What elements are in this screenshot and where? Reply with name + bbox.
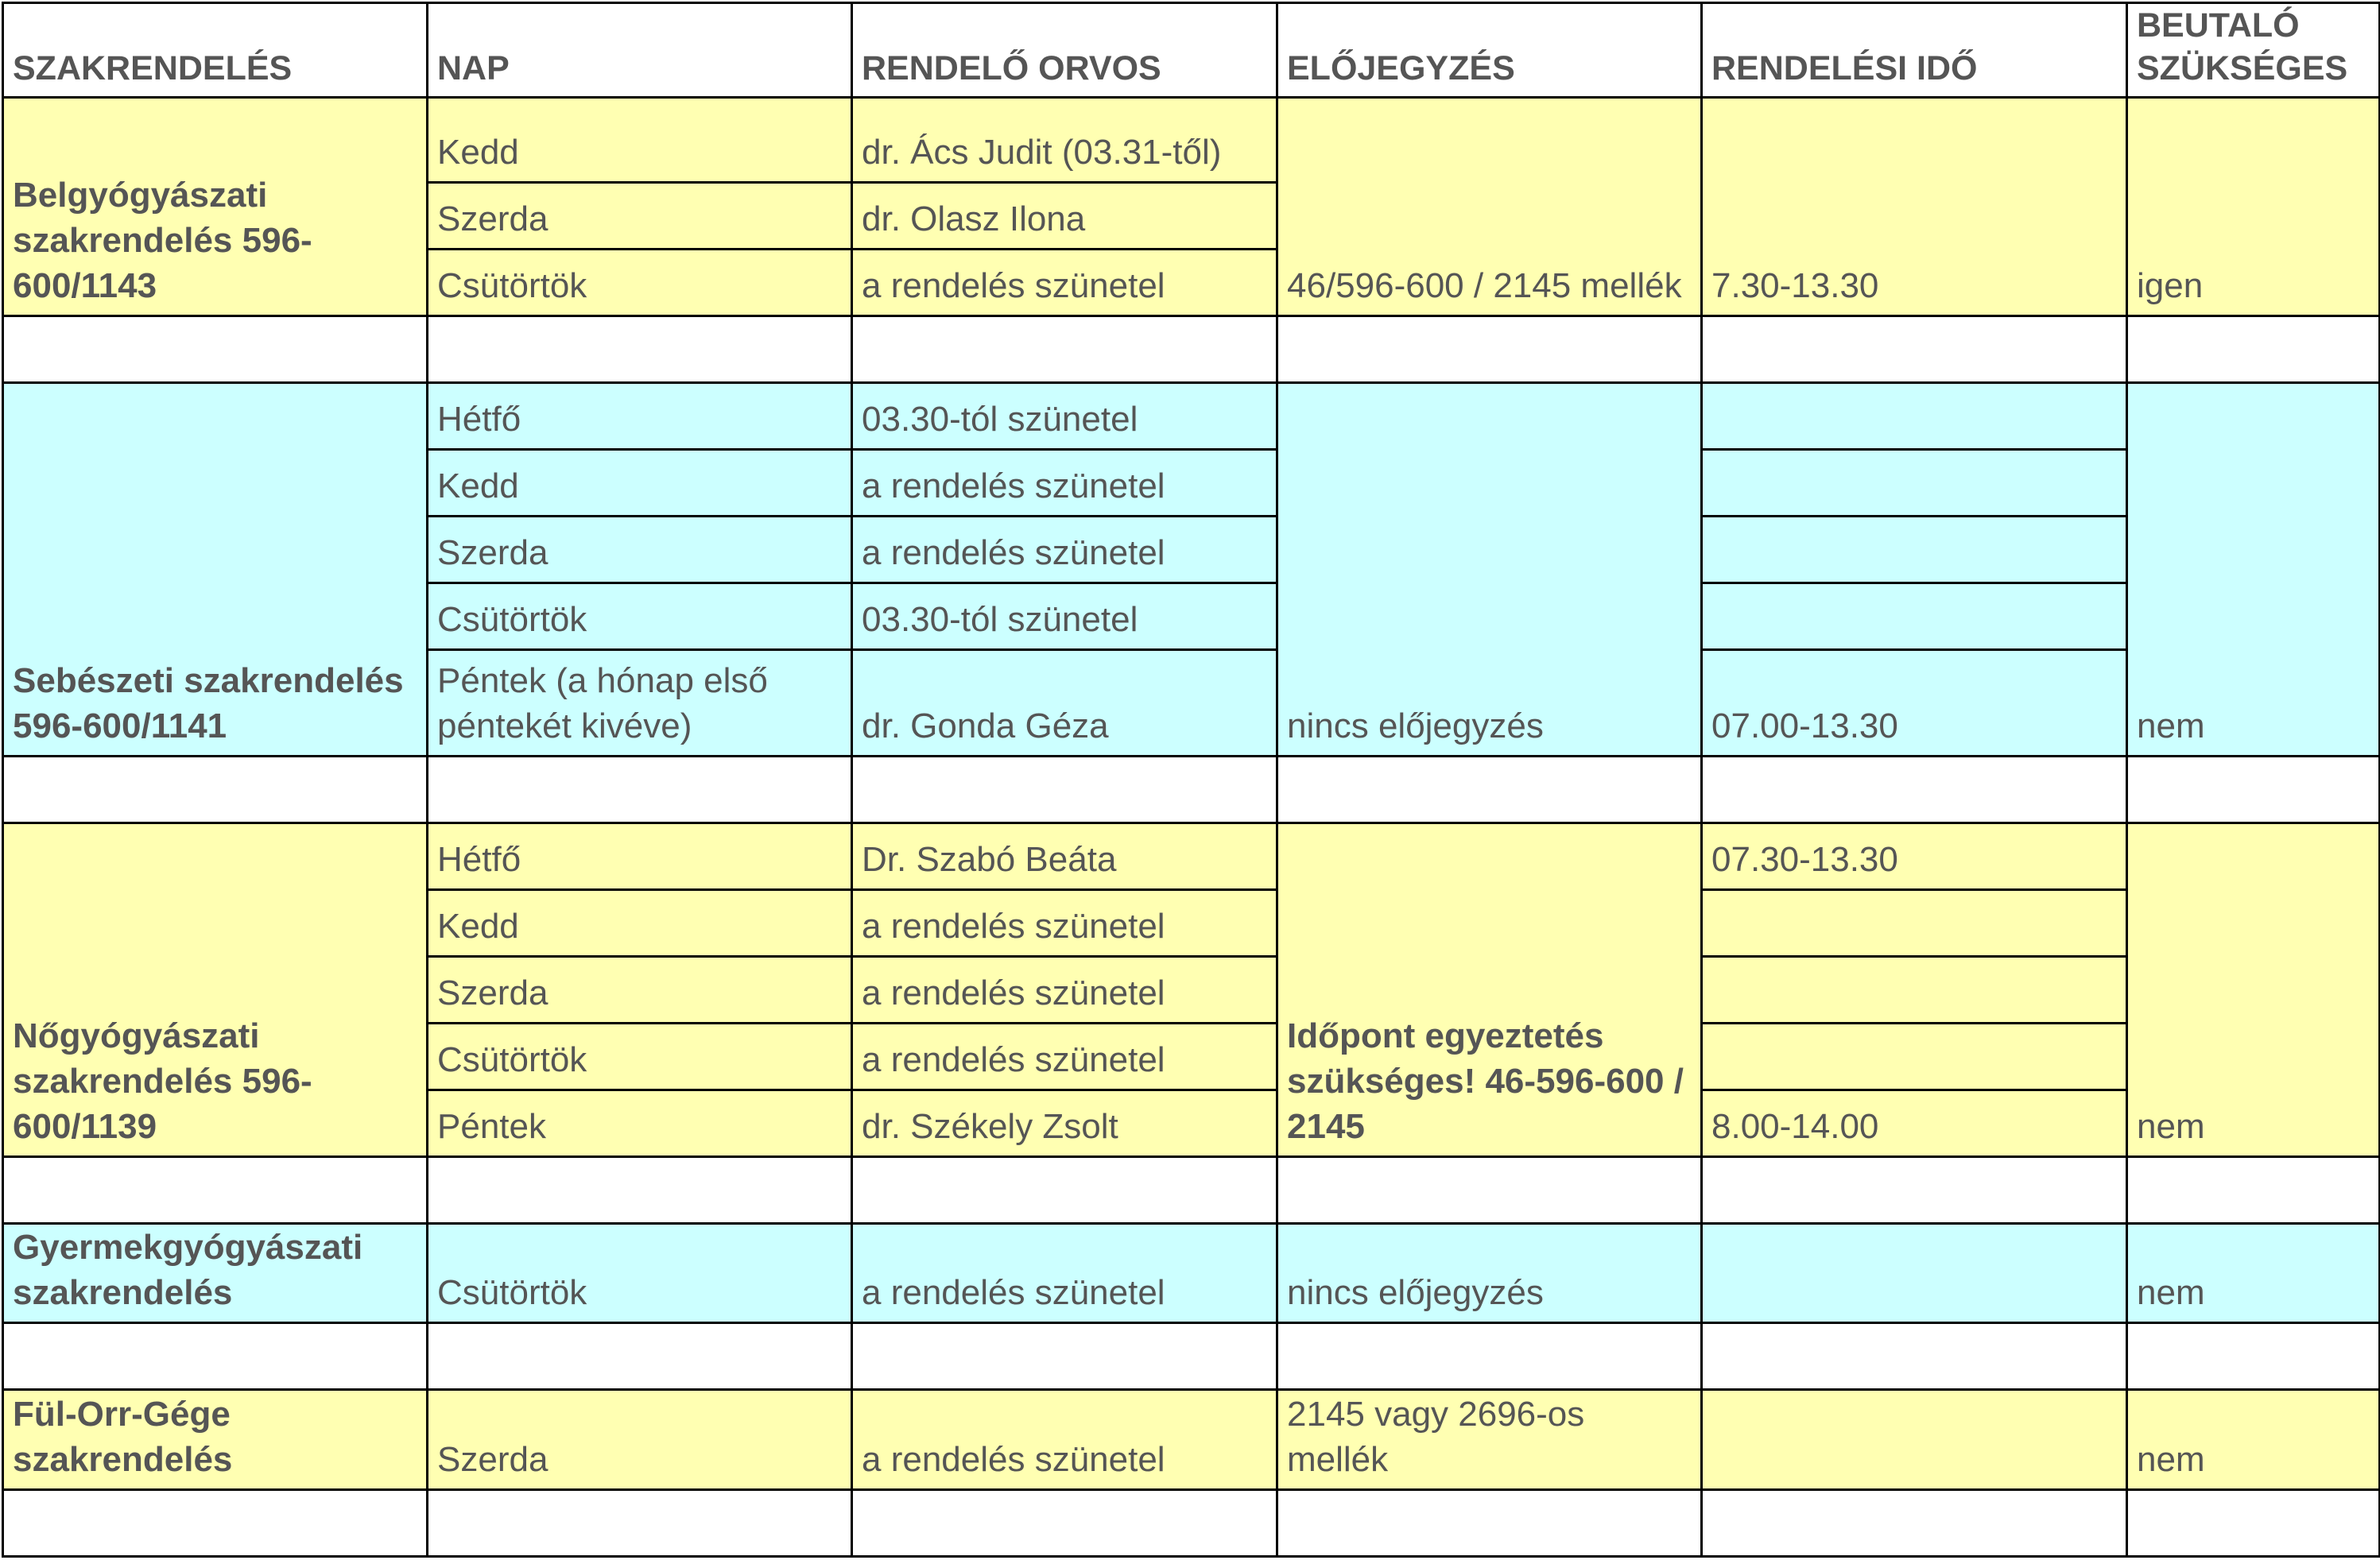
hours-cell [1702,583,2127,650]
header-booking: ELŐJEGYZÉS [1277,3,1702,98]
doctor-cell: a rendelés szünetel [852,1390,1277,1490]
doctor-cell: Dr. Szabó Beáta [852,823,1277,890]
hours-cell [1702,383,2127,450]
day-cell: Hétfő [428,823,852,890]
spacer-row [3,1490,2380,1557]
schedule-table [2,2,2380,1558]
referral-cell: nem [2127,383,2380,757]
doctor-cell: a rendelés szünetel [852,890,1277,957]
day-cell: Csütörtök [428,1224,852,1323]
day-cell: Kedd [428,890,852,957]
spacer-row [3,757,2380,823]
table-row [3,1390,2380,1490]
hours-cell [1702,1390,2127,1490]
day-cell: Szerda [428,183,852,250]
booking-cell: nincs előjegyzés [1277,383,1702,757]
booking-cell: 46/596-600 / 2145 mellék [1277,98,1702,316]
day-cell: Csütörtök [428,1024,852,1090]
hours-cell [1702,517,2127,583]
doctor-cell: a rendelés szünetel [852,450,1277,517]
spacer-row [3,316,2380,383]
day-cell: Csütörtök [428,583,852,650]
table-row [3,98,2380,183]
referral-cell: igen [2127,98,2380,316]
hours-cell: 07.00-13.30 [1702,650,2127,757]
day-cell: Péntek [428,1090,852,1157]
booking-cell: 2145 vagy 2696-os mellék [1277,1390,1702,1490]
day-cell: Szerda [428,1390,852,1490]
day-cell: Kedd [428,98,852,183]
referral-cell: nem [2127,823,2380,1157]
doctor-cell: dr. Olasz Ilona [852,183,1277,250]
spacer-row [3,1323,2380,1390]
spacer-row [3,1157,2380,1224]
doctor-cell: a rendelés szünetel [852,957,1277,1024]
day-cell: Péntek (a hónap első péntekét kivéve) [428,650,852,757]
hours-cell [1702,450,2127,517]
hours-cell [1702,890,2127,957]
doctor-cell: a rendelés szünetel [852,250,1277,316]
referral-cell: nem [2127,1390,2380,1490]
header-referral: BEUTALÓ SZÜKSÉGES [2127,3,2380,98]
doctor-cell: 03.30-tól szünetel [852,583,1277,650]
hours-cell [1702,1224,2127,1323]
specialty-cell: Gyermekgyógyászati szakrendelés [3,1224,428,1323]
booking-cell: Időpont egyeztetés szükséges! 46-596-600 / 2145 [1277,823,1702,1157]
doctor-cell: dr. Székely Zsolt [852,1090,1277,1157]
doctor-cell: dr. Gonda Géza [852,650,1277,757]
day-cell: Szerda [428,517,852,583]
specialty-cell: Belgyógyászati szakrendelés 596-600/1143 [3,98,428,316]
hours-cell: 7.30-13.30 [1702,98,2127,316]
hours-cell: 8.00-14.00 [1702,1090,2127,1157]
day-cell: Hétfő [428,383,852,450]
table-row [3,823,2380,890]
table-row [3,1224,2380,1323]
table-row [3,383,2380,450]
doctor-cell: 03.30-tól szünetel [852,383,1277,450]
specialty-cell: Nőgyógyászati szakrendelés 596-600/1139 [3,823,428,1157]
header-row [3,3,2380,98]
referral-cell: nem [2127,1224,2380,1323]
booking-cell: nincs előjegyzés [1277,1224,1702,1323]
hours-cell [1702,957,2127,1024]
hours-cell [1702,1024,2127,1090]
doctor-cell: a rendelés szünetel [852,1224,1277,1323]
day-cell: Kedd [428,450,852,517]
specialty-cell: Sebészeti szakrendelés 596-600/1141 [3,383,428,757]
doctor-cell: a rendelés szünetel [852,1024,1277,1090]
header-day: NAP [428,3,852,98]
doctor-cell: dr. Ács Judit (03.31-től) [852,98,1277,183]
day-cell: Szerda [428,957,852,1024]
day-cell: Csütörtök [428,250,852,316]
hours-cell: 07.30-13.30 [1702,823,2127,890]
header-hours: RENDELÉSI IDŐ [1702,3,2127,98]
header-specialty: SZAKRENDELÉS [3,3,428,98]
doctor-cell: a rendelés szünetel [852,517,1277,583]
specialty-cell: Fül-Orr-Gége szakrendelés [3,1390,428,1490]
header-doctor: RENDELŐ ORVOS [852,3,1277,98]
